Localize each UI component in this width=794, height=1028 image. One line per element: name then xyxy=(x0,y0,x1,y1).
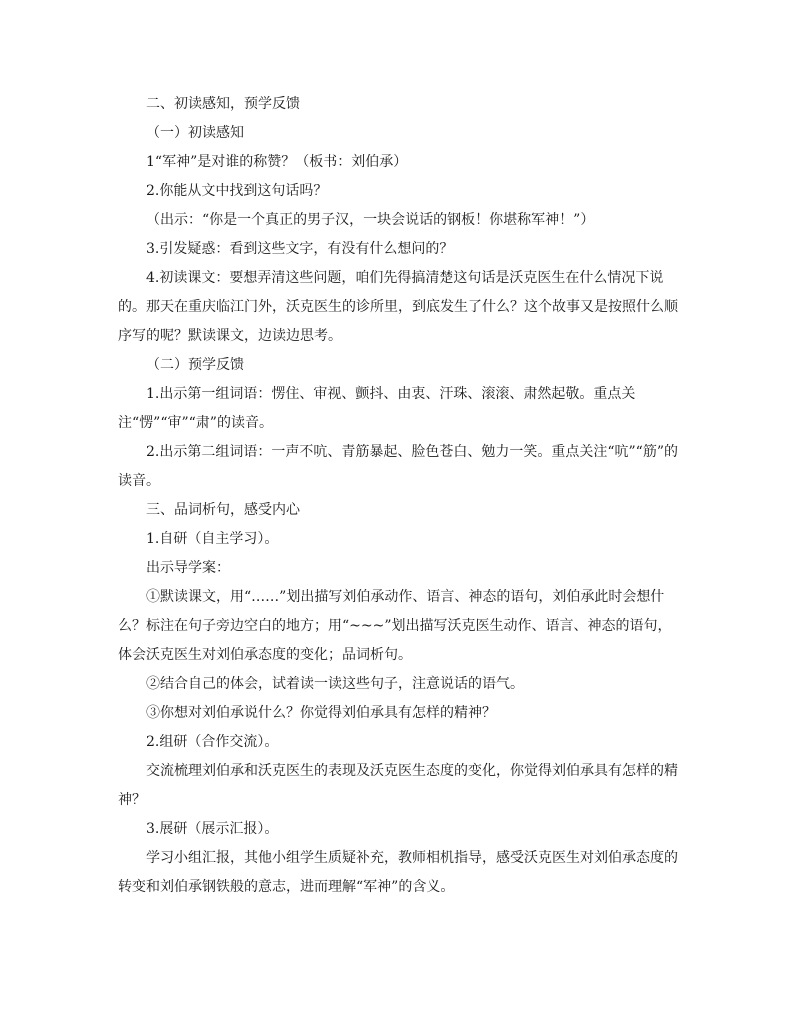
paragraph: 学习小组汇报，其他小组学生质疑补充，教师相机指导，感受沃克医生对刘伯承态度的转变和刘伯承钢铁般的意志，进而理解“军神”的含义。 xyxy=(118,850,678,895)
paragraph: 3.展研（展示汇报）。 xyxy=(146,821,279,837)
section-title: 三、品词析句，感受内心 xyxy=(146,502,300,518)
paragraph: 3.引发疑惑：看到这些文字，有没有什么想问的？ xyxy=(146,241,454,257)
paragraph: 出示导学案： xyxy=(146,560,230,576)
subsection-title: （二）预学反馈 xyxy=(146,357,244,373)
paragraph: 1“军神”是对谁的称赞？（板书：刘伯承） xyxy=(146,154,408,170)
paragraph: 2.组研（合作交流）。 xyxy=(146,734,279,750)
paragraph: （出示：“你是一个真正的男子汉，一块会说话的钢板！你堪称军神！”） xyxy=(146,212,595,228)
paragraph: ②结合自己的体会，试着读一读这些句子，注意说话的语气。 xyxy=(146,676,524,692)
paragraph: 1.出示第一组词语：愣住、审视、颤抖、由衷、汗珠、滚滚、肃然起敬。重点关注“愣”“审”“肃”的读音。 xyxy=(118,386,636,431)
paragraph: 2.出示第二组词语：一声不吭、青筋暴起、脸色苍白、勉力一笑。重点关注“吭”“筋”的读音。 xyxy=(118,444,678,489)
paragraph: ①默读课文，用“……”划出描写刘伯承动作、语言、神态的语句，刘伯承此时会想什么？标注在句子旁边空白的地方；用“~~~”划出描写沃克医生动作、语言、神态的语句，体会沃克医生对刘伯承态度的变化；品词析句。 xyxy=(118,589,672,663)
paragraph: ③你想对刘伯承说什么？你觉得刘伯承具有怎样的精神？ xyxy=(146,705,496,721)
document-body xyxy=(118,90,678,902)
paragraph: 交流梳理刘伯承和沃克医生的表现及沃克医生态度的变化，你觉得刘伯承具有怎样的精神？ xyxy=(118,763,678,808)
paragraph: 4.初读课文：要想弄清这些问题，咱们先得搞清楚这句话是沃克医生在什么情况下说的。那天在重庆临江门外，沃克医生的诊所里，到底发生了什么？这个故事又是按照什么顺序写的呢？默读课文，边读边思考。 xyxy=(118,270,678,344)
subsection-title: （一）初读感知 xyxy=(146,125,244,141)
paragraph: 1.自研（自主学习）。 xyxy=(146,531,279,547)
paragraph: 2.你能从文中找到这句话吗？ xyxy=(146,183,328,199)
section-title: 二、初读感知，预学反馈 xyxy=(146,96,300,112)
